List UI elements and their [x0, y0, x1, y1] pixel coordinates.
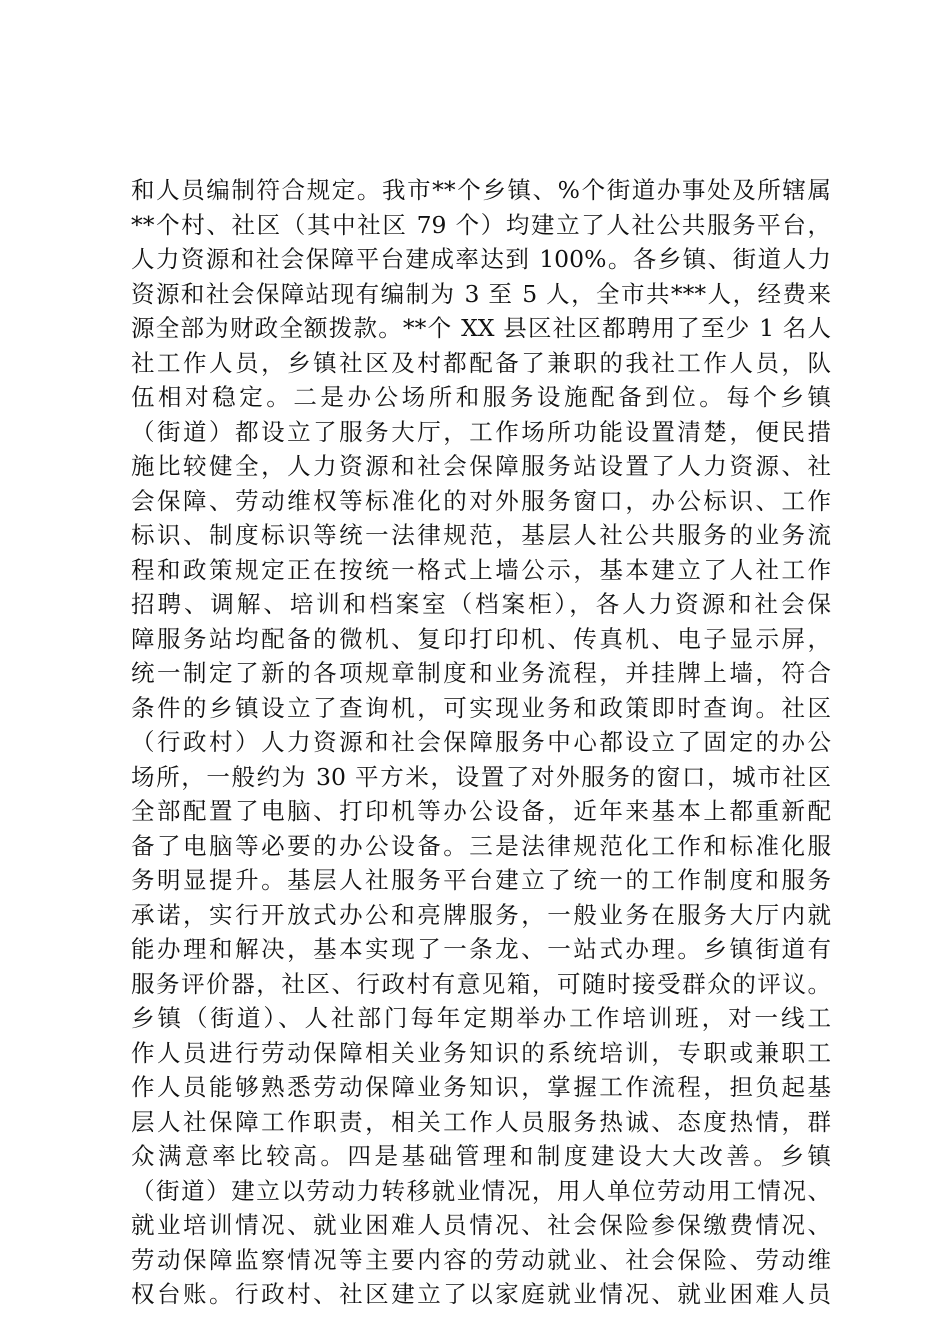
text-line: （街道）都设立了服务大厅，工作场所功能设置清楚，便民措	[131, 417, 831, 446]
text-line: 服务评价器，社区、行政村有意见箱，可随时接受群众的评议。	[131, 969, 831, 998]
text-line: 全部配置了电脑、打印机等办公设备，近年来基本上都重新配	[131, 797, 831, 825]
text-line: 备了电脑等必要的办公设备。三是法律规范化工作和标准化服	[131, 831, 831, 860]
text-line: 和人员编制符合规定。我市**个乡镇、%个街道办事处及所辖属	[131, 176, 831, 204]
text-line: 资源和社会保障站现有编制为 3 至 5 人，全市共***人，经费来	[131, 279, 831, 308]
text-line: 统一制定了新的各项规章制度和业务流程，并挂牌上墙，符合	[131, 659, 831, 687]
text-line: 标识、制度标识等统一法律规范，基层人社公共服务的业务流	[131, 521, 831, 549]
text-line: 众满意率比较高。四是基础管理和制度建设大大改善。乡镇	[131, 1142, 831, 1170]
text-line: 会保障、劳动维权等标准化的对外服务窗口，办公标识、工作	[131, 486, 831, 515]
text-line: 务明显提升。基层人社服务平台建立了统一的工作制度和服务	[131, 866, 831, 894]
body-text	[131, 173, 831, 1312]
text-line: （行政村）人力资源和社会保障服务中心都设立了固定的办公	[131, 728, 831, 756]
text-line: 障服务站均配备的微机、复印打印机、传真机、电子显示屏，	[131, 624, 831, 653]
text-line: 社工作人员，乡镇社区及村都配备了兼职的我社工作人员，队	[131, 348, 831, 377]
text-line: 程和政策规定正在按统一格式上墙公示，基本建立了人社工作	[131, 555, 831, 584]
text-line: 条件的乡镇设立了查询机，可实现业务和政策即时查询。社区	[131, 693, 831, 722]
text-line: 源全部为财政全额拨款。**个 XX 县区社区都聘用了至少 1 名人	[131, 314, 831, 342]
text-line: 伍相对稳定。二是办公场所和服务设施配备到位。每个乡镇	[131, 383, 831, 411]
text-line: （街道）建立以劳动力转移就业情况，用人单位劳动用工情况、	[131, 1176, 831, 1205]
text-line: 作人员进行劳动保障相关业务知识的系统培训，专职或兼职工	[131, 1038, 831, 1067]
text-line: 人力资源和社会保障平台建成率达到 100%。各乡镇、街道人力	[131, 245, 831, 273]
text-line: **个村、社区（其中社区 79 个）均建立了人社公共服务平台，	[131, 210, 831, 239]
text-line: 施比较健全，人力资源和社会保障服务站设置了人力资源、社	[131, 452, 831, 480]
text-line: 层人社保障工作职责，相关工作人员服务热诚、态度热情，群	[131, 1107, 831, 1136]
text-line: 就业培训情况、就业困难人员情况、社会保险参保缴费情况、	[131, 1211, 831, 1239]
text-line: 劳动保障监察情况等主要内容的劳动就业、社会保险、劳动维	[131, 1245, 831, 1274]
text-line: 招聘、调解、培训和档案室（档案柜），各人力资源和社会保	[131, 590, 831, 618]
text-line: 能办理和解决，基本实现了一条龙、一站式办理。乡镇街道有	[131, 935, 831, 963]
text-line: 权台账。行政村、社区建立了以家庭就业情况、就业困难人员	[131, 1280, 831, 1308]
text-line: 乡镇（街道）、人社部门每年定期举办工作培训班，对一线工	[131, 1004, 831, 1032]
text-line: 作人员能够熟悉劳动保障业务知识，掌握工作流程，担负起基	[131, 1073, 831, 1101]
text-line: 场所，一般约为 30 平方米，设置了对外服务的窗口，城市社区	[131, 762, 831, 791]
text-line: 承诺，实行开放式办公和亮牌服务，一般业务在服务大厅内就	[131, 900, 831, 929]
